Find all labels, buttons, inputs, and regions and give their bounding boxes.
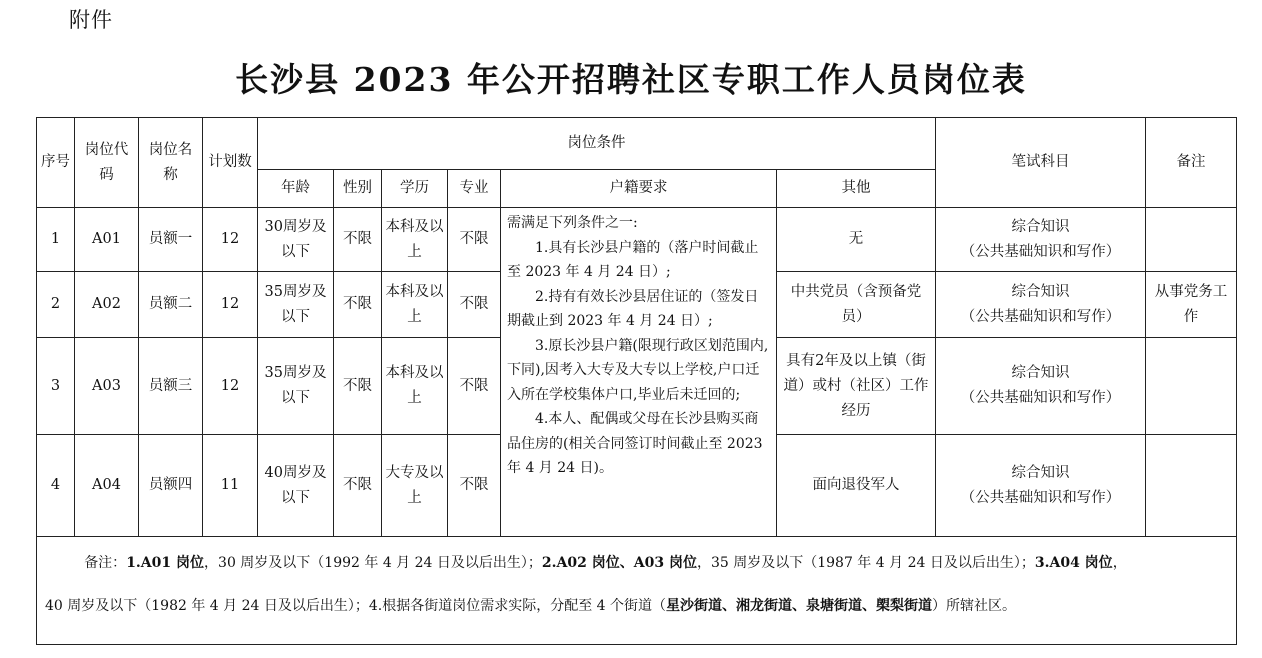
cell-exam — [936, 208, 1146, 272]
cell-major: 不限 — [448, 272, 501, 338]
footnote-a01-text: ，30 周岁及以下（1992 年 4 月 24 日及以后出生）； — [204, 555, 542, 571]
header-conditions: 岗位条件 — [258, 118, 936, 170]
cell-exam — [936, 435, 1146, 537]
footnote-a01: 1.A01 岗位 — [126, 555, 205, 571]
header-age: 年龄 — [258, 170, 334, 208]
cell-education: 大专及以上 — [382, 435, 448, 537]
page-title: 长沙县 2023 年公开招聘社区专职工作人员岗位表 — [235, 60, 1027, 99]
hukou-item-1: 1.具有长沙县户籍的（落户时间截止至 2023 年 4 月 24 日）; — [507, 239, 759, 280]
exam-subject: 综合知识 — [1011, 365, 1070, 381]
header-plan-count: 计划数 — [203, 118, 258, 208]
cell-age: 35周岁及以下 — [258, 338, 334, 435]
cell-remark — [1146, 435, 1237, 537]
footnote-a02-a03: 2.A02 岗位、A03 岗位 — [541, 555, 697, 571]
cell-other: 中共党员（含预备党员） — [777, 272, 936, 338]
attachment-label: 附件 — [69, 8, 113, 32]
cell-education: 本科及以上 — [382, 272, 448, 338]
cell-exam — [936, 338, 1146, 435]
cell-remark — [1146, 338, 1237, 435]
footnote-a02-a03-text: ，35 周岁及以下（1987 年 4 月 24 日及以后出生）； — [696, 555, 1035, 571]
header-gender: 性别 — [334, 170, 382, 208]
footnote-row — [37, 537, 1237, 645]
header-seq: 序号 — [37, 118, 75, 208]
cell-exam — [936, 272, 1146, 338]
cell-code: A01 — [75, 208, 139, 272]
cell-seq: 1 — [37, 208, 75, 272]
cell-seq: 3 — [37, 338, 75, 435]
exam-detail: （公共基础知识和写作） — [960, 308, 1121, 325]
header-exam: 笔试科目 — [936, 118, 1146, 208]
cell-count: 12 — [203, 338, 258, 435]
cell-gender: 不限 — [334, 272, 382, 338]
cell-code: A03 — [75, 338, 139, 435]
cell-gender: 不限 — [334, 208, 382, 272]
cell-seq: 2 — [37, 272, 75, 338]
hukou-item-4: 4.本人、配偶或父母在长沙县购买商品住房的(相关合同签订时间截止至 2023 年 4 月 24 日)。 — [507, 411, 763, 476]
header-remark: 备注 — [1146, 118, 1237, 208]
exam-detail: （公共基础知识和写作） — [960, 243, 1121, 260]
footnote-a04: 3.A04 岗位 — [1034, 555, 1113, 571]
footnote-a04-sep: ， — [1112, 555, 1127, 571]
cell-age: 35周岁及以下 — [258, 272, 334, 338]
hukou-intro: 需满足下列条件之一: — [507, 215, 638, 231]
cell-name: 员额四 — [139, 435, 203, 537]
cell-count: 12 — [203, 272, 258, 338]
header-education: 学历 — [382, 170, 448, 208]
hukou-item-3: 3.原长沙县户籍(限现行政区划范围内,下同),因考入大专及大专以上学校,户口迁入所在学校集体户口,毕业后未迁回的; — [507, 337, 769, 403]
cell-age: 40周岁及以下 — [258, 435, 334, 537]
cell-count: 12 — [203, 208, 258, 272]
exam-subject: 综合知识 — [1011, 464, 1070, 481]
hukou-item-2: 2.持有有效长沙县居住证的（签发日期截止到 2023 年 4 月 24 日）; — [507, 288, 759, 329]
header-post-code: 岗位代码 — [75, 118, 139, 208]
cell-education: 本科及以上 — [382, 208, 448, 272]
exam-detail: （公共基础知识和写作） — [960, 489, 1121, 506]
cell-seq: 4 — [37, 435, 75, 537]
cell-remark — [1146, 208, 1237, 272]
cell-major: 不限 — [448, 338, 501, 435]
cell-other: 无 — [777, 208, 936, 272]
cell-age: 30周岁及以下 — [258, 208, 334, 272]
cell-code: A04 — [75, 435, 139, 537]
cell-count: 11 — [203, 435, 258, 537]
footnote-prefix: 备注： — [84, 555, 127, 571]
exam-subject: 综合知识 — [1011, 283, 1070, 300]
table-row — [37, 208, 1237, 272]
exam-subject: 综合知识 — [1011, 218, 1070, 235]
cell-major: 不限 — [448, 208, 501, 272]
cell-major: 不限 — [448, 435, 501, 537]
cell-name: 员额三 — [139, 338, 203, 435]
header-post-name: 岗位名称 — [139, 118, 203, 208]
footnote-tail: ）所辖社区。 — [932, 598, 1017, 614]
cell-other: 面向退役军人 — [777, 435, 936, 537]
cell-other: 具有2年及以上镇（街道）或村（社区）工作经历 — [777, 338, 936, 435]
footnote-streets: 星沙街道、湘龙街道、泉塘街道、㮾梨街道 — [666, 598, 933, 614]
footnote-a04-text: 40 周岁及以下（1982 年 4 月 24 日及以后出生）；4.根据各街道岗位需求实际，分配至 4 个街道（ — [45, 598, 667, 614]
header-hukou: 户籍要求 — [501, 170, 777, 208]
footnote — [37, 537, 1237, 645]
cell-gender: 不限 — [334, 338, 382, 435]
cell-gender: 不限 — [334, 435, 382, 537]
cell-remark: 从事党务工作 — [1146, 272, 1237, 338]
header-other: 其他 — [777, 170, 936, 208]
exam-detail: （公共基础知识和写作） — [960, 390, 1121, 406]
cell-name: 员额二 — [139, 272, 203, 338]
header-row-1 — [37, 118, 1237, 170]
cell-education: 本科及以上 — [382, 338, 448, 435]
header-major: 专业 — [448, 170, 501, 208]
hukou-requirement-cell — [501, 208, 777, 537]
positions-table — [36, 117, 1237, 645]
cell-name: 员额一 — [139, 208, 203, 272]
cell-code: A02 — [75, 272, 139, 338]
